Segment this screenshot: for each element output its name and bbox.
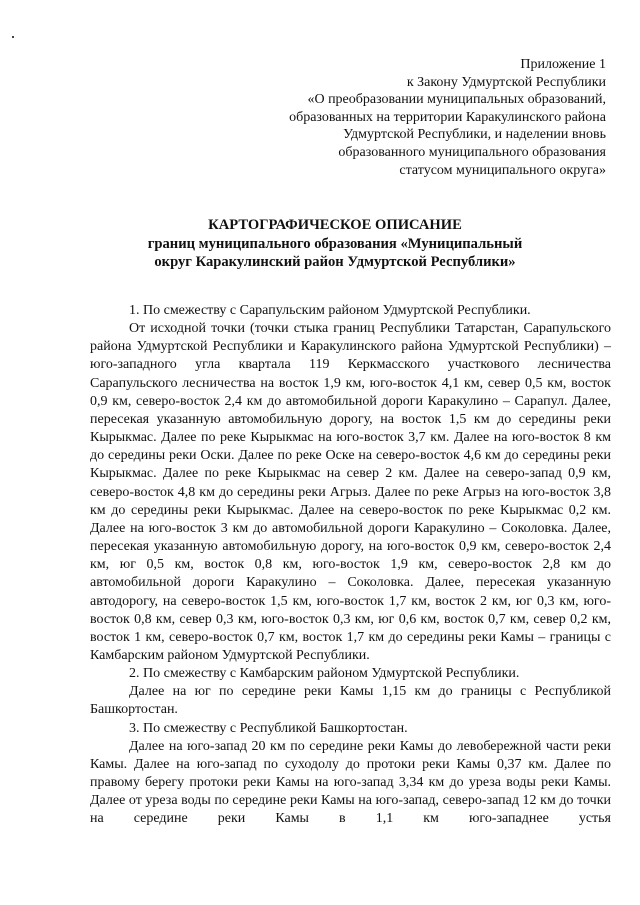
document-body xyxy=(90,302,611,829)
section-heading: 1. По смежеству с Сарапульским районом Удмуртской Республики. xyxy=(129,303,531,318)
paragraph: От исходной точки (точки стыка границ Республики Татарстан, Сарапульского района Удмуртской Республики и Каракулинского района Удмуртской Республики) – юго-западного угла квартала 119 Керкмасского участкового лесничества Сарапульского лесничества на восток 1,9 км, юго-восток 4,1 км, север 0,5 км, восток 0,9 км, северо-восток 2,4 км до автомобильной дороги Каракулино – Сарапул. Далее, пересекая указанную автомобильную дорогу, на восток 1,5 км до середины реки Кырыкмас. Далее по реке Кырыкмас на юго-восток 3,7 км. Далее на юго-восток 8 км до середины реки Оски. Далее по реке Оске на северо-восток 4,6 км до середины реки Кырыкмас. Далее по реке Кырыкмас на север 2 км. Далее на северо-запад 0,9 км, северо-восток 4,8 км до середины реки Агрыз. Далее по реке Агрыз на юго-восток 3,8 км до середины реки Кырыкмас. Далее на северо-восток по реке Кырыкмас 0,2 км. Далее на юго-восток 3 км до автомобильной дороги Каракулино – Соколовка. Далее, пересекая указанную автомобильную дорогу, на юго-восток 0,9 км, северо-восток 2,4 км, юг 0,5 км, восток 0,8 км, юго-восток 1,9 км, северо-восток 2,8 км до автомобильной дороги Каракулино – Соколовка. Далее, пересекая указанную автодорогу, на северо-восток 1,5 км, юго-восток 1,7 км, восток 2 км, юг 0,3 км, юго-восток 0,8 км, север 0,3 км, юго-восток 0,3 км, юг 0,6 км, восток 0,7 км, север 0,2 км, восток 1 км, северо-восток 0,7 км, восток 1,7 км до середины реки Камы – границы с Камбарским районом Удмуртской Республики. xyxy=(90,321,611,663)
title-line: границ муниципального образования «Муниципальный xyxy=(147,235,523,252)
paragraph: Далее на юго-запад 20 км по середине реки Камы до левобережной части реки Камы. Далее на юго-запад по суходолу до протоки реки Камы 0,37 км. Далее по правому берегу протоки реки Камы на юго-запад 3,34 км до уреза воды реки Камы. Далее от уреза воды по середине реки Камы на юго-запад, северо-запад 12 км до точки на середине реки Камы в 1,1 км юго-западнее устья xyxy=(90,738,611,827)
scan-dot xyxy=(12,36,14,38)
section-heading: 3. По смежеству с Республикой Башкортостан. xyxy=(129,720,408,736)
appendix-line: образованного муниципального образования xyxy=(338,144,606,160)
appendix-line: Приложение 1 xyxy=(520,57,606,72)
title-line: КАРТОГРАФИЧЕСКОЕ ОПИСАНИЕ xyxy=(208,217,462,233)
appendix-line: Удмуртской Республики, и наделении вновь xyxy=(343,127,606,143)
appendix-block xyxy=(186,56,606,179)
document-title xyxy=(60,216,610,272)
appendix-line: статусом муниципального округа» xyxy=(399,162,606,178)
appendix-line: «О преобразовании муниципальных образований, xyxy=(307,92,606,108)
appendix-line: образованных на территории Каракулинского района xyxy=(289,109,606,125)
title-line: округ Каракулинский район Удмуртской Республики» xyxy=(154,254,516,270)
section-heading: 2. По смежеству с Камбарским районом Удмуртской Республики. xyxy=(129,666,520,682)
paragraph: Далее на юг по середине реки Камы 1,15 км до границы с Республикой Башкортостан. xyxy=(90,684,611,718)
appendix-line: к Закону Удмуртской Республики xyxy=(406,74,606,90)
